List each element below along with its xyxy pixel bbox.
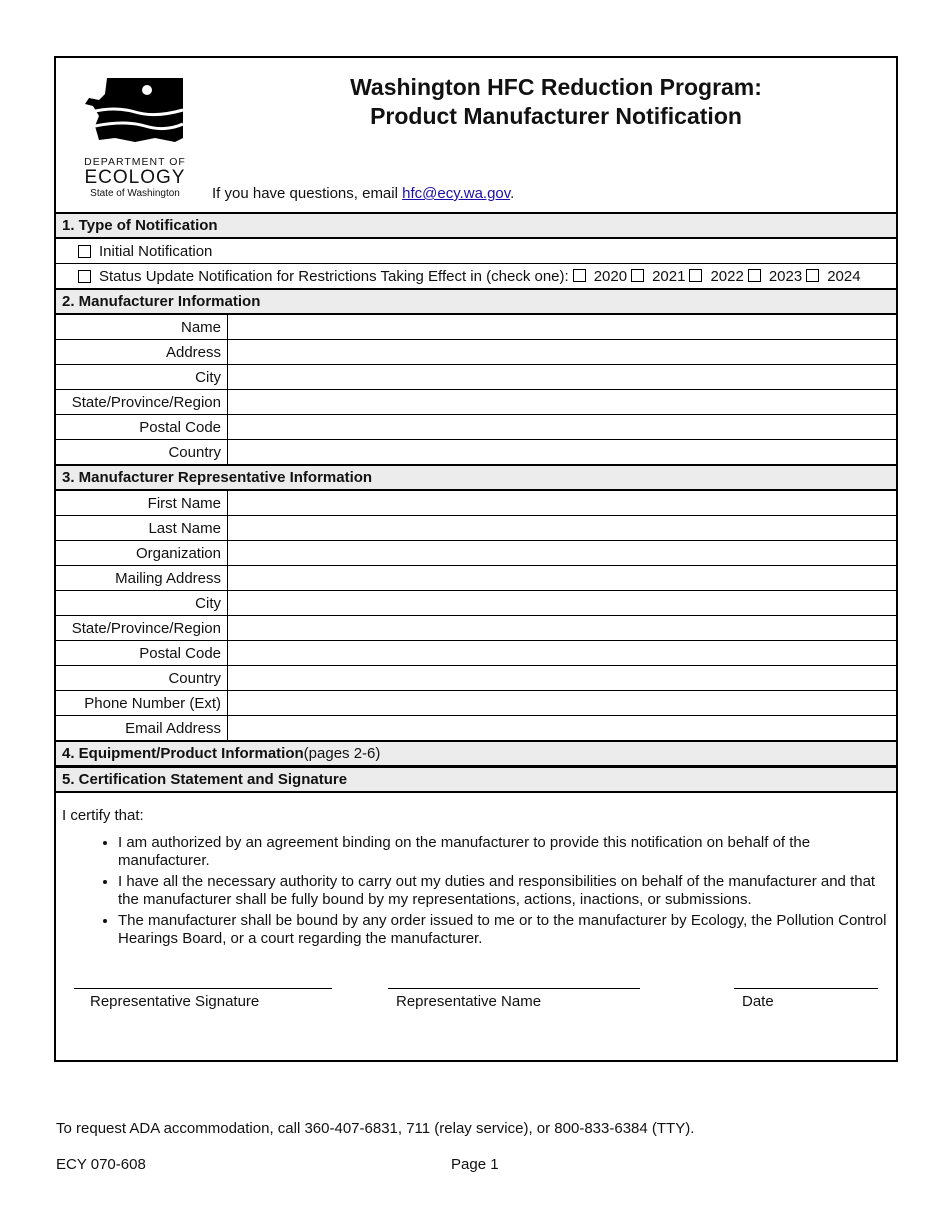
manufacturer-field-label: Address (56, 340, 228, 364)
initial-notification-checkbox[interactable] (78, 245, 91, 258)
logo-line3: State of Washington (90, 188, 180, 199)
ecology-logo (80, 76, 190, 199)
title-line1: Washington HFC Reduction Program: (350, 74, 762, 100)
signature-label: Representative Signature (90, 993, 260, 1010)
year-2022-checkbox[interactable] (689, 269, 702, 282)
contact-line (212, 185, 514, 202)
logo-line1: DEPARTMENT OF (84, 156, 186, 168)
year-2024-checkbox[interactable] (806, 269, 819, 282)
year-2023-label: 2023 (768, 267, 803, 285)
manufacturer-field-row (56, 339, 896, 364)
manufacturer-field-input[interactable] (228, 315, 896, 339)
rep-name-label: Representative Name (396, 993, 542, 1010)
initial-notification-option[interactable] (56, 238, 896, 263)
form-header (56, 58, 896, 212)
section1-heading: 1. Type of Notification (56, 212, 896, 238)
representative-field-input[interactable] (228, 616, 896, 640)
representative-field-row (56, 715, 896, 740)
section2-heading: 2. Manufacturer Information (56, 288, 896, 314)
page-number: Page 1 (451, 1156, 499, 1173)
manufacturer-field-input[interactable] (228, 415, 896, 439)
cert-bullet: • The manufacturer shall be bound by any order issued to me or to the manufacturer by Ecology, the Pollution Control Hearings Board, or a court regarding the manufacturer. (118, 912, 890, 948)
representative-field-label: Email Address (56, 716, 228, 740)
signature-block (56, 988, 896, 1028)
representative-field-row (56, 490, 896, 515)
representative-field-row (56, 565, 896, 590)
representative-field-input[interactable] (228, 491, 896, 515)
representative-field-input[interactable] (228, 716, 896, 740)
representative-field-row (56, 540, 896, 565)
date-line[interactable] (734, 988, 878, 1010)
representative-field-input[interactable] (228, 666, 896, 690)
year-2020-label: 2020 (593, 267, 628, 285)
cert-bullet: • I am authorized by an agreement binding on the manufacturer to provide this notification on behalf of the manufacturer. (118, 834, 890, 870)
manufacturer-field-input[interactable] (228, 440, 896, 464)
representative-field-input[interactable] (228, 641, 896, 665)
manufacturer-fields (56, 314, 896, 464)
washington-state-icon (85, 76, 185, 148)
manufacturer-field-input[interactable] (228, 390, 896, 414)
manufacturer-field-label: Country (56, 440, 228, 464)
manufacturer-field-row (56, 439, 896, 464)
manufacturer-field-row (56, 364, 896, 389)
signature-line[interactable] (74, 988, 332, 1010)
representative-field-row (56, 590, 896, 615)
section4-title: 4. Equipment/Product Information (62, 745, 304, 762)
title-line2: Product Manufacturer Notification (370, 103, 742, 129)
manufacturer-field-row (56, 414, 896, 439)
year-2021-checkbox[interactable] (631, 269, 644, 282)
representative-field-label: Last Name (56, 516, 228, 540)
year-2022-label: 2022 (710, 267, 744, 285)
year-2024-label: 2024 (827, 267, 861, 285)
representative-field-input[interactable] (228, 566, 896, 590)
manufacturer-field-input[interactable] (228, 365, 896, 389)
cert-bullets (62, 834, 890, 948)
cert-intro: I certify that: (62, 807, 144, 824)
contact-suffix: . (510, 185, 515, 202)
ada-notice: To request ADA accommodation, call 360-407-6831, 711 (relay service), or 800-833-6384 (TTY). (56, 1120, 695, 1137)
manufacturer-field-label: City (56, 365, 228, 389)
manufacturer-field-row (56, 389, 896, 414)
certification-statement (56, 792, 896, 948)
representative-field-row (56, 640, 896, 665)
representative-fields (56, 490, 896, 740)
representative-field-label: Mailing Address (56, 566, 228, 590)
section5-heading: 5. Certification Statement and Signature (56, 766, 896, 792)
manufacturer-field-label: Name (56, 315, 228, 339)
manufacturer-field-row (56, 314, 896, 339)
representative-field-label: Phone Number (Ext) (56, 691, 228, 715)
section4-heading (56, 740, 896, 766)
form-frame (54, 56, 898, 1062)
contact-email-link[interactable]: hfc@ecy.wa.gov (402, 185, 511, 202)
section4-note: (pages 2-6) (303, 745, 381, 762)
year-2020-checkbox[interactable] (573, 269, 586, 282)
status-update-label: Status Update Notification for Restrictions Taking Effect in (check one): (99, 267, 569, 285)
status-update-checkbox[interactable] (78, 270, 91, 283)
representative-field-label: Postal Code (56, 641, 228, 665)
representative-field-label: City (56, 591, 228, 615)
representative-field-input[interactable] (228, 516, 896, 540)
contact-prefix: If you have questions, email (212, 185, 403, 202)
representative-field-row (56, 665, 896, 690)
representative-field-row (56, 515, 896, 540)
cert-bullet: • I have all the necessary authority to carry out my duties and responsibilities on behalf of the manufacturer and that the manufacturer shall be fully bound by my representations, actions, inactions, or submissions. (118, 873, 890, 909)
section3-heading: 3. Manufacturer Representative Information (56, 464, 896, 490)
representative-field-input[interactable] (228, 691, 896, 715)
form-title (236, 73, 876, 131)
representative-field-row (56, 690, 896, 715)
initial-notification-label: Initial Notification (99, 242, 213, 260)
representative-field-label: State/Province/Region (56, 616, 228, 640)
logo-line2: ECOLOGY (84, 167, 186, 188)
representative-field-row (56, 615, 896, 640)
manufacturer-field-label: Postal Code (56, 415, 228, 439)
date-label: Date (742, 993, 774, 1010)
representative-field-label: Country (56, 666, 228, 690)
manufacturer-field-input[interactable] (228, 340, 896, 364)
representative-field-label: Organization (56, 541, 228, 565)
form-number: ECY 070-608 (56, 1156, 146, 1173)
status-update-option[interactable] (56, 263, 896, 288)
year-2023-checkbox[interactable] (748, 269, 761, 282)
rep-name-line[interactable] (388, 988, 640, 1010)
representative-field-input[interactable] (228, 591, 896, 615)
year-2021-label: 2021 (652, 267, 686, 285)
representative-field-label: First Name (56, 491, 228, 515)
manufacturer-field-label: State/Province/Region (56, 390, 228, 414)
representative-field-input[interactable] (228, 541, 896, 565)
